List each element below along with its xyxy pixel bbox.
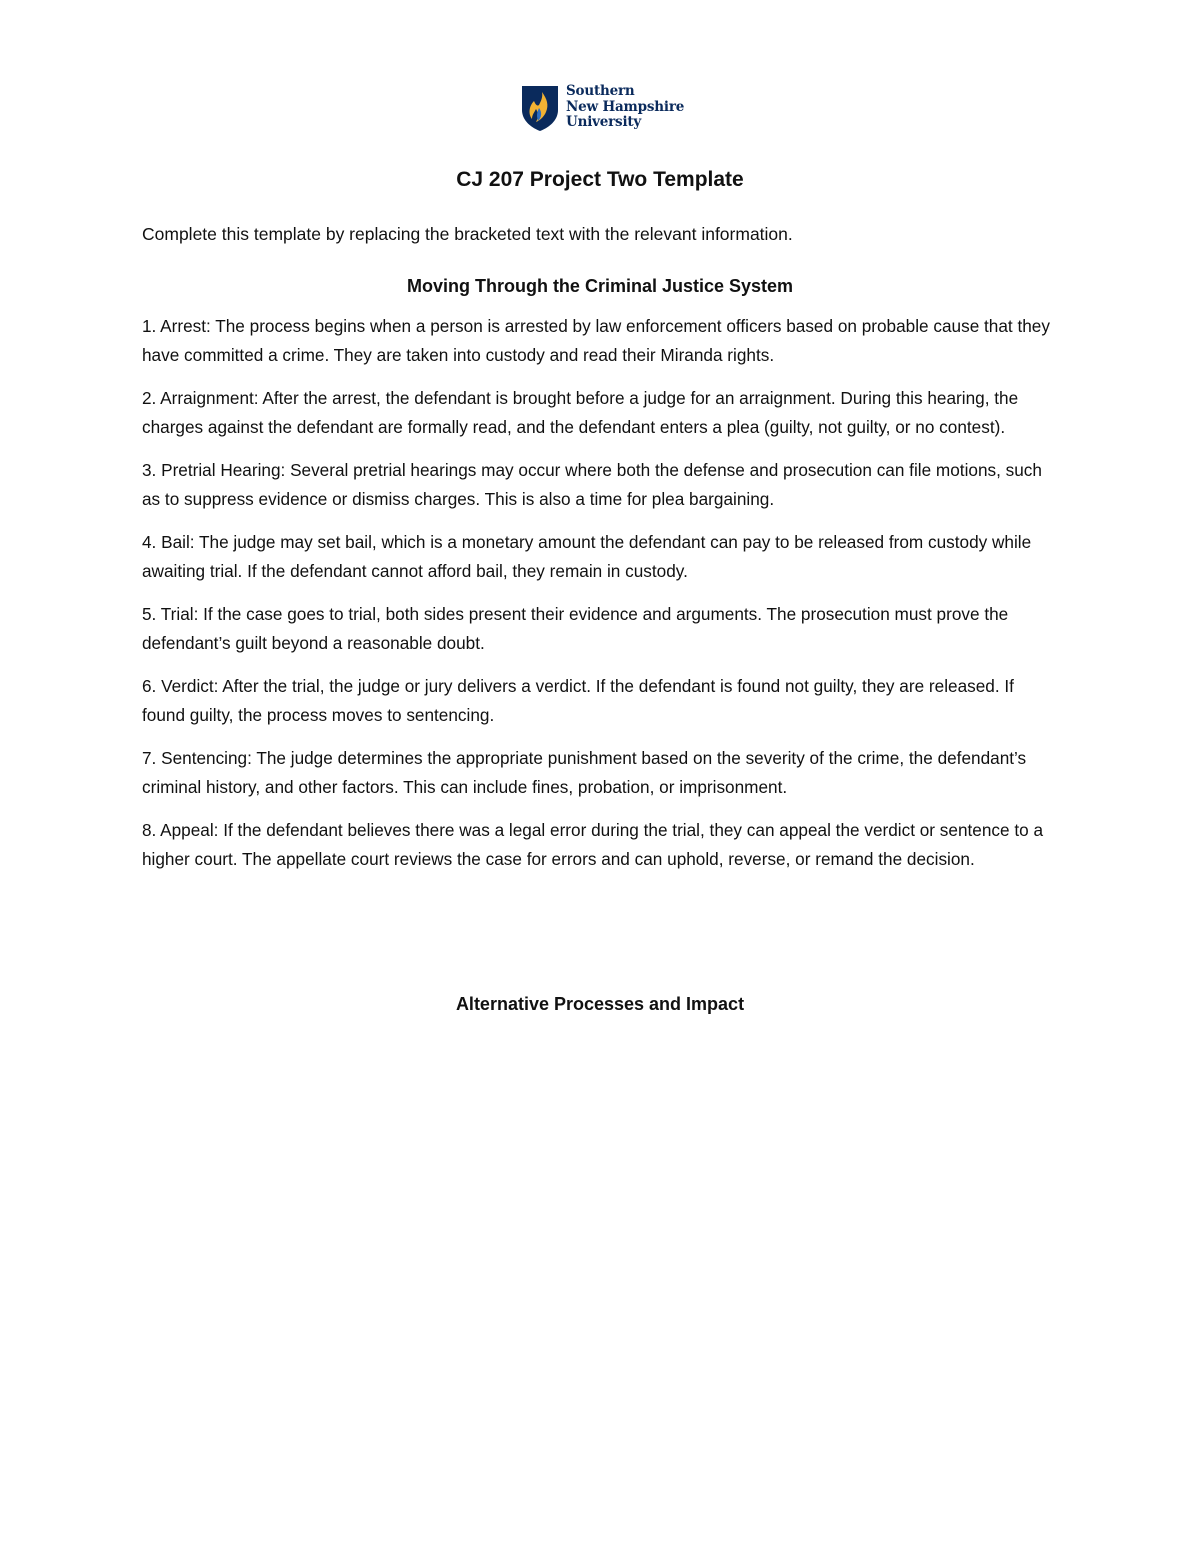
section-heading-alternative-processes: Alternative Processes and Impact bbox=[455, 994, 745, 1014]
step-bail: 4. Bail: The judge may set bail, which is a monetary amount the defendant can pay to be released from custody while awaiting trial. If the defendant cannot afford bail, they remain in custody. bbox=[142, 532, 1032, 581]
step-sentencing: 7. Sentencing: The judge determines the appropriate punishment based on the severity of the crime, the defendant’s criminal history, and other factors. This can include fines, probation, or imprisonment. bbox=[142, 748, 1027, 797]
logo-line-3: University bbox=[566, 114, 642, 130]
logo-line-2: New Hampshire bbox=[566, 98, 685, 115]
step-verdict: 6. Verdict: After the trial, the judge or jury delivers a verdict. If the defendant is found not guilty, they are released. If found guilty, the process moves to sentencing. bbox=[142, 676, 1014, 725]
section-heading-criminal-justice: Moving Through the Criminal Justice System bbox=[406, 276, 794, 296]
document-title: CJ 207 Project Two Template bbox=[456, 168, 744, 191]
step-arrest: 1. Arrest: The process begins when a person is arrested by law enforcement officers based on probable cause that they have committed a crime. They are taken into custody and read their Miranda rights. bbox=[142, 316, 1050, 365]
step-appeal: 8. Appeal: If the defendant believes there was a legal error during the trial, they can appeal the verdict or sentence to a higher court. The appellate court reviews the case for errors and can uphold, reverse, or remand the decision. bbox=[142, 820, 1044, 869]
process-steps-list bbox=[142, 312, 1060, 888]
step-trial: 5. Trial: If the case goes to trial, both sides present their evidence and arguments. The prosecution must prove the defendant’s guilt beyond a reasonable doubt. bbox=[142, 604, 1009, 653]
university-logo bbox=[520, 84, 690, 134]
shield-flame-icon bbox=[520, 84, 560, 132]
step-arraignment: 2. Arraignment: After the arrest, the defendant is brought before a judge for an arraignment. During this hearing, the charges against the defendant are formally read, and the defendant enters a plea (guilty, not guilty, or no contest). bbox=[142, 388, 1019, 437]
instructions-text: Complete this template by replacing the bracketed text with the relevant information. bbox=[142, 224, 793, 244]
logo-line-1: Southern bbox=[566, 83, 635, 99]
step-pretrial-hearing: 3. Pretrial Hearing: Several pretrial hearings may occur where both the defense and prosecution can file motions, such as to suppress evidence or dismiss charges. This is also a time for plea bargaining. bbox=[142, 460, 1042, 509]
logo-wordmark bbox=[566, 84, 684, 131]
